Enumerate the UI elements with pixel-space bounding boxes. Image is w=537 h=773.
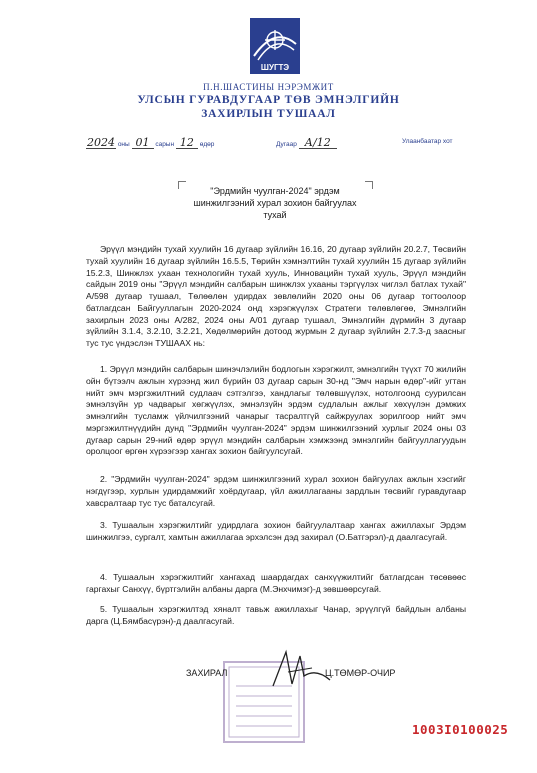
order-item-1 [86,364,466,458]
document-code: 1003I0100025 [412,722,509,737]
signature-title: ЗАХИРАЛ [186,668,228,678]
order-item-text: 2. "Эрдмийн чуулган-2024" эрдэм шинжилгээний хурал зохион байгуулах ажлын хэсгийг нэгдүгээр, хурлын удирдамжийг хоёрдугаар, үйл ажиллагааны зардлын төсвийг гуравдугаар хавсралтаар тус тус баталсугай. [86,474,466,508]
day-suffix: өдөр [199,141,215,148]
order-item-text: 4. Тушаалын хэрэгжилтийг хангахад шаардагдах санхүүжилтийг батлагдсан төсөвөөс гаргахыг Санхүү, бүртгэлийн албаны дарга (М.Энхчимэг)-д зөвшөөрсугай. [86,572,466,594]
order-item-5 [86,604,466,628]
signatory-name: Ц.ТӨМӨР-ОЧИР [325,668,396,678]
order-item-text: 3. Тушаалын хэрэгжилтийг удирдлага зохион байгуулалтаар хангах ажиллахыг Эрдэм шинжилгээ, сургалт, хамтын ажиллагаа эрхэлсэн дэд захирал (О.Батгэрэл)-д даалгасугай. [86,520,466,542]
document-type-title: ЗАХИРЛЫН ТУШААЛ [201,108,336,120]
preamble-text: Эрүүл мэндийн тухай хуулийн 16 дугаар зүйлийн 16.16, 20 дугаар зүйлийн 20.2.7, Төсвийн тухай хуулийн 16 дугаар зүйлийн 16.5.5, Төрийн хэмнэлтийн тухай хуулийн 15 дугаар зүйлийн 15.2.3, Шинжлэх ухаан технологийн тухай хууль, Инновацийн тухай хууль, Эрүүл мэндийн сайдын 2019 оны "Эрүүл мэндийн салбарын шинжлэх ухааны тэргүүлэх чиглэл батлах тухай" А/598 дугаар тушаал, Төлөөлөн удирдах зөвлөлийн 2020 оны 06 дугаар тогтоолоор батлагдсан Байгууллагын 2020-2024 онд хэрэгжүүлэх Стратеги төлөвлөгөө, Эмнэлгийн захирлын 2023 оны А/282, 2024 оны А/01 дугаар тушаал, Эмнэлгийн дүрмийн 3 дугаар зүйлийн 3.1.4, 3.2.10, 3.2.21, Хөдөлмөрийн дотоод журмын 2 дугаар зүйлийн 2.7.3-д заасныг тус тус үндэслэн ТУШААХ нь: [86,244,466,348]
city-label: Улаанбаатар хот [402,138,453,145]
month-suffix: сарын [155,141,175,148]
subject-line1: "Эрдмийн чуулган-2024" эрдэм [210,186,340,196]
org-name-line2: УЛСЫН ГУРАВДУГААР ТӨВ ЭМНЭЛГИЙН [137,94,400,106]
order-item-text: 1. Эрүүл мэндийн салбарын шинэчлэлийн бодлогын хэрэгжилт, эмнэлгийн түүхт 70 жилийн ойн бүтээлч ажлын хүрээнд жил бүрийн 03 дугаар сарын 30-нд "Эмч нарын өдөр"-ийг угтан нийт эмч мэргэжилтний судлаач сэтгэлгээ, хандлагыг төлөвшүүлэх, нотолгоонд суурилсан эмнэлзүйн ур чадварыг хөгжүүлэх, эмнэлзүйн эрдэм судлалын ажлыг хөхүүлэн дэмжих эмнэлгийн тусламж үйлчилгээний чанарыг тасралтгүй сайжруулах зорилгоор нийт эмч мэргэжилтнүүдийн дунд "Эрдмийн чуулган-2024" эрдэм шинжилгээний хурлыг 2024 оны 03 дугаар сарын 29-ний өдөр эрүүл мэндийн салбарын хэмжээнд эмнэлгийн байгууллагуудын оролцоог өргөн хүрээгээр хангах зохион байгуулсугай. [86,364,466,457]
day-value: 12 [176,138,198,149]
number-field [276,138,337,149]
order-item-4 [86,572,466,596]
preamble-paragraph [86,244,466,350]
subject-line2: шинжилгээний хурал зохион байгуулах [193,198,357,208]
subject-title [150,185,400,221]
date-field [86,138,214,149]
year-value: 2024 [87,136,115,149]
order-item-3 [86,520,466,544]
hospital-logo-icon [244,16,306,78]
order-item-2 [86,474,466,509]
year-suffix: оны [117,141,130,148]
logo-text: ШУГТЭ [260,63,290,72]
order-item-text: 5. Тушаалын хэрэгжилтэд хяналт тавьж ажиллахыг Чанар, эрүүлгүй байдлын албаны дарга (Ц.Бямбасүрэн)-д даалгасугай. [86,604,466,626]
subject-line3: тухай [263,210,287,220]
number-value: А/12 [299,138,337,149]
number-label: Дугаар [276,141,297,148]
org-name-line1: П.Н.ШАСТИНЫ НЭРЭМЖИТ [203,82,334,92]
month-value: 01 [132,138,154,149]
